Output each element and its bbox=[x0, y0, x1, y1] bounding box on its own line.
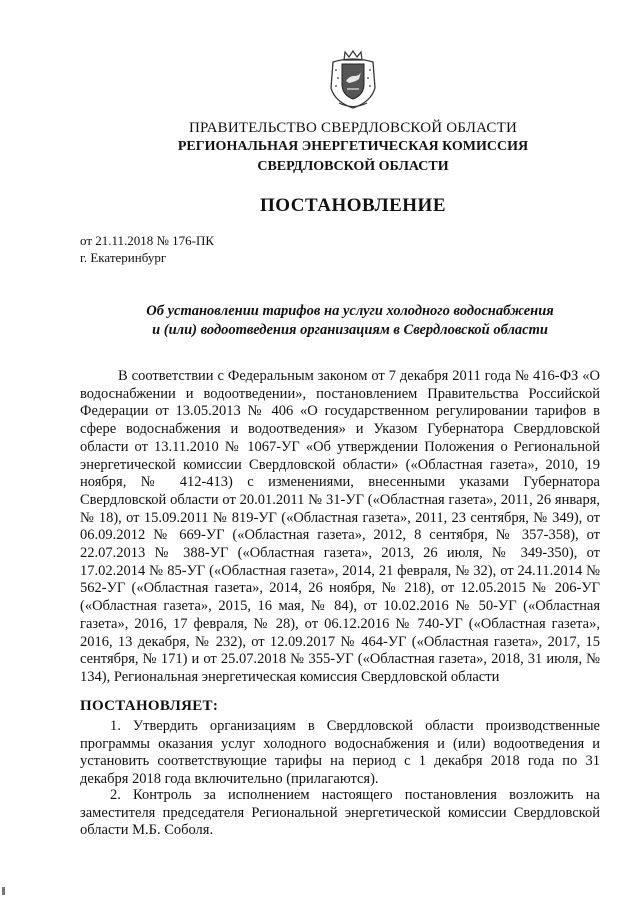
decree-heading: ПОСТАНОВЛЯЕТ: bbox=[80, 698, 219, 714]
scan-margin-mark bbox=[2, 887, 5, 895]
document-title: ПОСТАНОВЛЕНИЕ bbox=[259, 195, 447, 216]
decree-item-1: 1. Утвердить организациям в Свердловской области производственные программы оказания услуг холодного водоснабжения и (или) водоотведения и установить соответствующие тарифы на период с 1 декабря 2018 года по 31 декабря 2018 года включительно (прилагаются). bbox=[80, 718, 600, 788]
document-date-number: от 21.11.2018 № 176-ПК bbox=[80, 233, 215, 248]
document-subject-line-2: и (или) водоотведения организациям в Свердловской области bbox=[152, 322, 548, 338]
document-subject-line-1: Об установлении тарифов на услуги холодного водоснабжения bbox=[146, 303, 554, 319]
coat-of-arms-emblem-icon bbox=[325, 48, 381, 110]
document-city: г. Екатеринбург bbox=[80, 250, 167, 265]
decree-item-2: 2. Контроль за исполнением настоящего постановления возложить на заместителя председателя Региональной энергетической комиссии Свердловской области М.Б. Соболя. bbox=[80, 787, 600, 839]
commission-name: РЕГИОНАЛЬНАЯ ЭНЕРГЕТИЧЕСКАЯ КОМИССИЯ bbox=[177, 139, 529, 154]
government-name: ПРАВИТЕЛЬСТВО СВЕРДЛОВСКОЙ ОБЛАСТИ bbox=[188, 120, 518, 136]
preamble-paragraph: В соответствии с Федеральным законом от 7 декабря 2011 года № 416-ФЗ «О водоснабжении и водоотведении», постановлением Правительства Российской Федерации от 13.05.2013 № 406 «О государственном регулировании тарифов в сфере водоснабжения и водоотведения» и Указом Губернатора Свердловской области от 13.11.2010 № 1067-УГ «Об утверждении Положения о Региональной энергетической комиссии Свердловской области» («Областная газета», 2010, 19 ноября, № 412-413) с изменениями, внесенными указами Губернатора Свердловской области от 20.01.2011 № 31-УГ («Областная газета», 2011, 26 января, № 18), от 15.09.2011 № 819-УГ («Областная газета», 2011, 23 сентября, № 349), от 06.09.2012 № 669-УГ («Областная газета», 2012, 8 сентября, № 357-358), от 22.07.2013 № 388-УГ («Областная газета», 2013, 26 июля, № 349-350), от 17.02.2014 № 85-УГ («Областная газета», 2014, 21 февраля, № 32), от 24.11.2014 № 562-УГ («Областная газета», 2014, 26 ноября, № 218), от 12.05.2015 № 206-УГ («Областная газета», 2015, 16 мая, № 84), от 10.02.2016 № 50-УГ («Областная газета», 2016, 17 февраля, № 28), от 06.12.2016 № 740-УГ («Областная газета», 2016, 13 декабря, № 232), от 12.09.2017 № 464-УГ («Областная газета», 2017, 15 сентября, № 171) и от 25.07.2018 № 355-УГ («Областная газета», 2018, 31 июля, № 134), Региональная энергетическая комиссия Свердловской области bbox=[80, 368, 600, 685]
region-name: СВЕРДЛОВСКОЙ ОБЛАСТИ bbox=[257, 159, 449, 174]
